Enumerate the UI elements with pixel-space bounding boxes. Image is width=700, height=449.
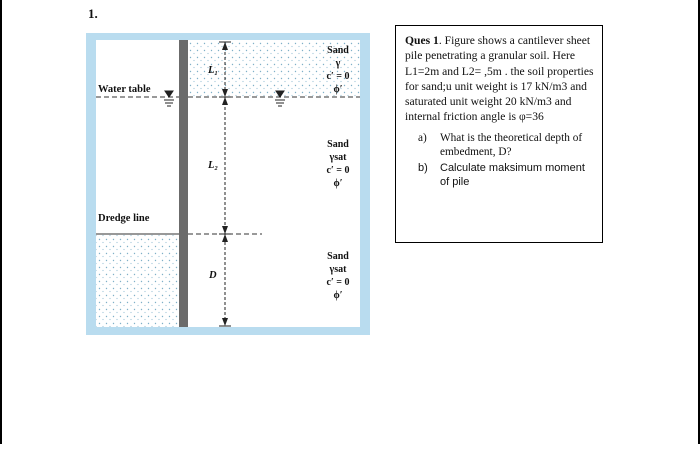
question-intro	[405, 33, 595, 125]
dredge-line-label: Dredge line	[98, 213, 150, 224]
problem-number: 1.	[88, 6, 98, 21]
soil-friction: ϕ′	[333, 84, 343, 95]
dim-l1-label: L₁	[208, 65, 219, 76]
question-part-a	[405, 131, 595, 160]
dim-l2-label: L₂	[208, 160, 219, 171]
part-b-marker: b)	[418, 161, 428, 174]
soil-layer-bottom	[318, 250, 358, 302]
sand-dredge-region	[96, 234, 179, 327]
water-table-label: Water table	[98, 84, 151, 95]
soil-cohesion: c′ = 0	[326, 277, 350, 288]
dim-d-label: D	[209, 270, 217, 281]
soil-cohesion: c′ = 0	[326, 71, 350, 82]
question-part-b	[405, 161, 595, 190]
soil-unit-weight: γsat	[329, 264, 347, 275]
part-a-text: What is the theoretical depth of embedment, D?	[440, 131, 583, 159]
soil-friction: ϕ′	[333, 178, 343, 189]
sheet-pile	[179, 40, 188, 327]
soil-name: Sand	[327, 251, 349, 262]
soil-name: Sand	[327, 45, 349, 56]
question-text: . Figure shows a cantilever sheet pile penetrating a granular soil. Here L1=2m and L2= ,5m . the soil properties for sand;u unit weight is 17 kN/m3 and saturated unit weight 20 kN/m3 and internal friction angle is φ=36	[405, 34, 594, 124]
question-box	[395, 25, 603, 243]
soil-unit-weight: γsat	[329, 152, 347, 163]
soil-unit-weight: γ	[335, 58, 341, 69]
soil-layer-top	[318, 44, 358, 96]
soil-name: Sand	[327, 139, 349, 150]
soil-layer-middle	[318, 138, 358, 190]
part-b-text: Calculate maksimum moment of pile	[440, 161, 585, 189]
soil-cohesion: c′ = 0	[326, 165, 350, 176]
part-a-marker: a)	[418, 131, 427, 144]
question-heading: Ques 1	[405, 34, 439, 47]
soil-friction: ϕ′	[333, 290, 343, 301]
